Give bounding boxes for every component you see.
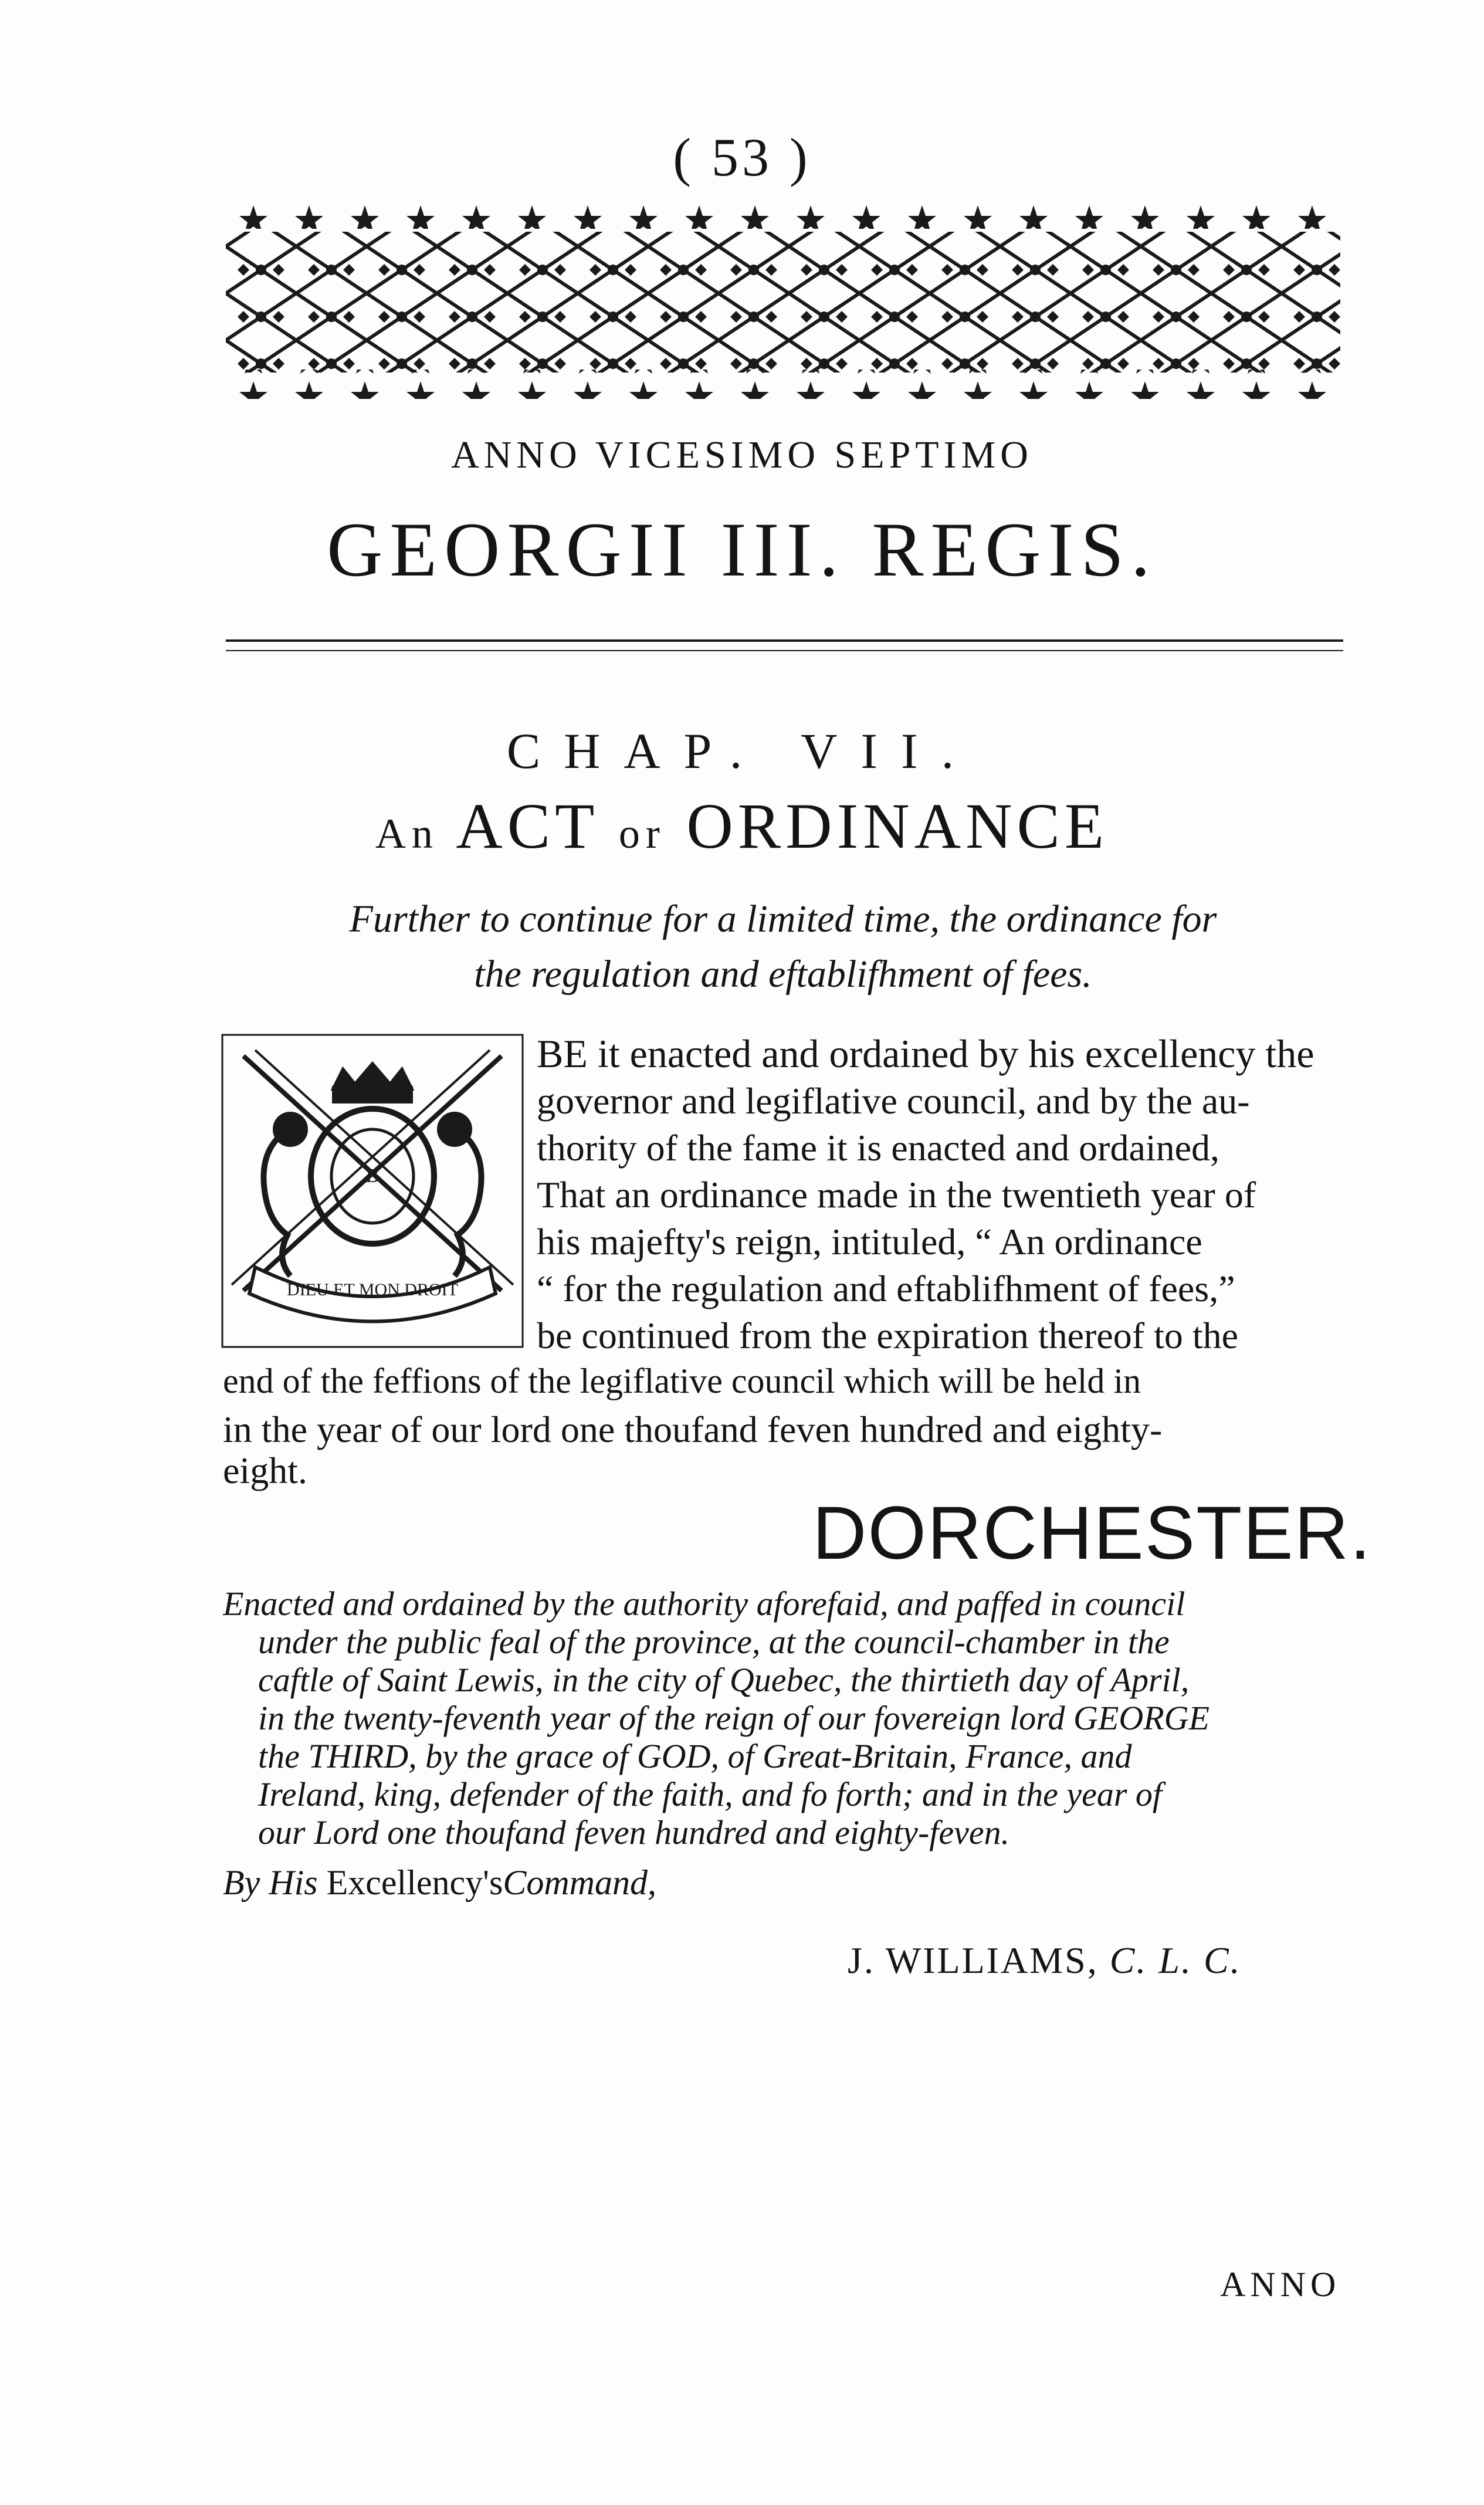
act-title-or: or <box>618 810 666 857</box>
page-number: ( 53 ) <box>673 127 811 187</box>
body-line: eight. <box>223 1450 307 1491</box>
body-line: be continued from the expiration thereof to the <box>537 1315 1239 1356</box>
purpose-line: the regulation and eftablifhment of fees. <box>474 953 1092 996</box>
catchword: ANNO <box>1220 2265 1341 2304</box>
body-line: BE it enacted and ordained by his excellency the <box>537 1031 1314 1076</box>
by-command-by: By His <box>223 1863 318 1902</box>
enactment-line: Enacted and ordained by the authority aforefaid, and paffed in council <box>223 1585 1185 1623</box>
clerk-signature <box>848 1939 1242 1982</box>
by-command-command: Command, <box>503 1863 657 1902</box>
coat-motto: DIEU ET MON DROIT <box>287 1280 458 1299</box>
enactment-line: Ireland, king, defender of the faith, and fo forth; and in the year of <box>258 1775 1163 1813</box>
act-title-ordinance: ORDINANCE <box>686 790 1109 862</box>
body-line: end of the feffions of the legiflative council which will be held in <box>223 1362 1141 1400</box>
enactment-line: under the public feal of the province, at the council-chamber in the <box>258 1623 1170 1661</box>
act-purpose <box>223 892 1343 1002</box>
by-command-line <box>223 1863 656 1903</box>
enactment-line: in the twenty-feventh year of the reign of our fovereign lord GEORGE <box>258 1699 1209 1737</box>
ornamental-headpiece-icon <box>226 199 1340 399</box>
double-rule-divider <box>226 639 1343 651</box>
reign-title: GEORGII III. REGIS. <box>327 506 1157 593</box>
body-line: thority of the fame it is enacted and ordained, <box>537 1127 1220 1169</box>
body-line: in the year of our lord one thoufand feven hundred and eighty- <box>223 1409 1163 1450</box>
enactment-line: the THIRD, by the grace of GOD, of Great-Britain, France, and <box>258 1737 1132 1775</box>
royal-coat-of-arms-icon <box>220 1033 525 1349</box>
act-title-an: An <box>375 810 439 857</box>
clerk-name: J. WILLIAMS, <box>848 1939 1099 1981</box>
regnal-year-line: ANNO VICESIMO SEPTIMO <box>451 434 1033 476</box>
body-line: his majefty's reign, intituled, “ An ordinance <box>537 1221 1202 1262</box>
governor-signature: DORCHESTER. <box>812 1491 1372 1575</box>
body-line: “ for the regulation and eftablifhment of fees,” <box>537 1268 1235 1309</box>
act-title <box>0 789 1484 864</box>
act-title-act: ACT <box>456 790 598 862</box>
enactment-line: caftle of Saint Lewis, in the city of Quebec, the thirtieth day of April, <box>258 1661 1190 1699</box>
by-command-excellency: Excellency's <box>326 1863 503 1902</box>
chapter-number: CHAP. VII. <box>506 723 978 779</box>
purpose-line: Further to continue for a limited time, the ordinance for <box>349 898 1217 940</box>
svg-text:B: B <box>365 1165 380 1187</box>
clerk-title: C. L. C. <box>1109 1939 1242 1981</box>
enactment-line: our Lord one thoufand feven hundred and eighty-feven. <box>258 1813 1010 1851</box>
body-line: That an ordinance made in the twentieth year of <box>537 1174 1256 1216</box>
body-line: governor and legiflative council, and by the au- <box>537 1080 1250 1122</box>
